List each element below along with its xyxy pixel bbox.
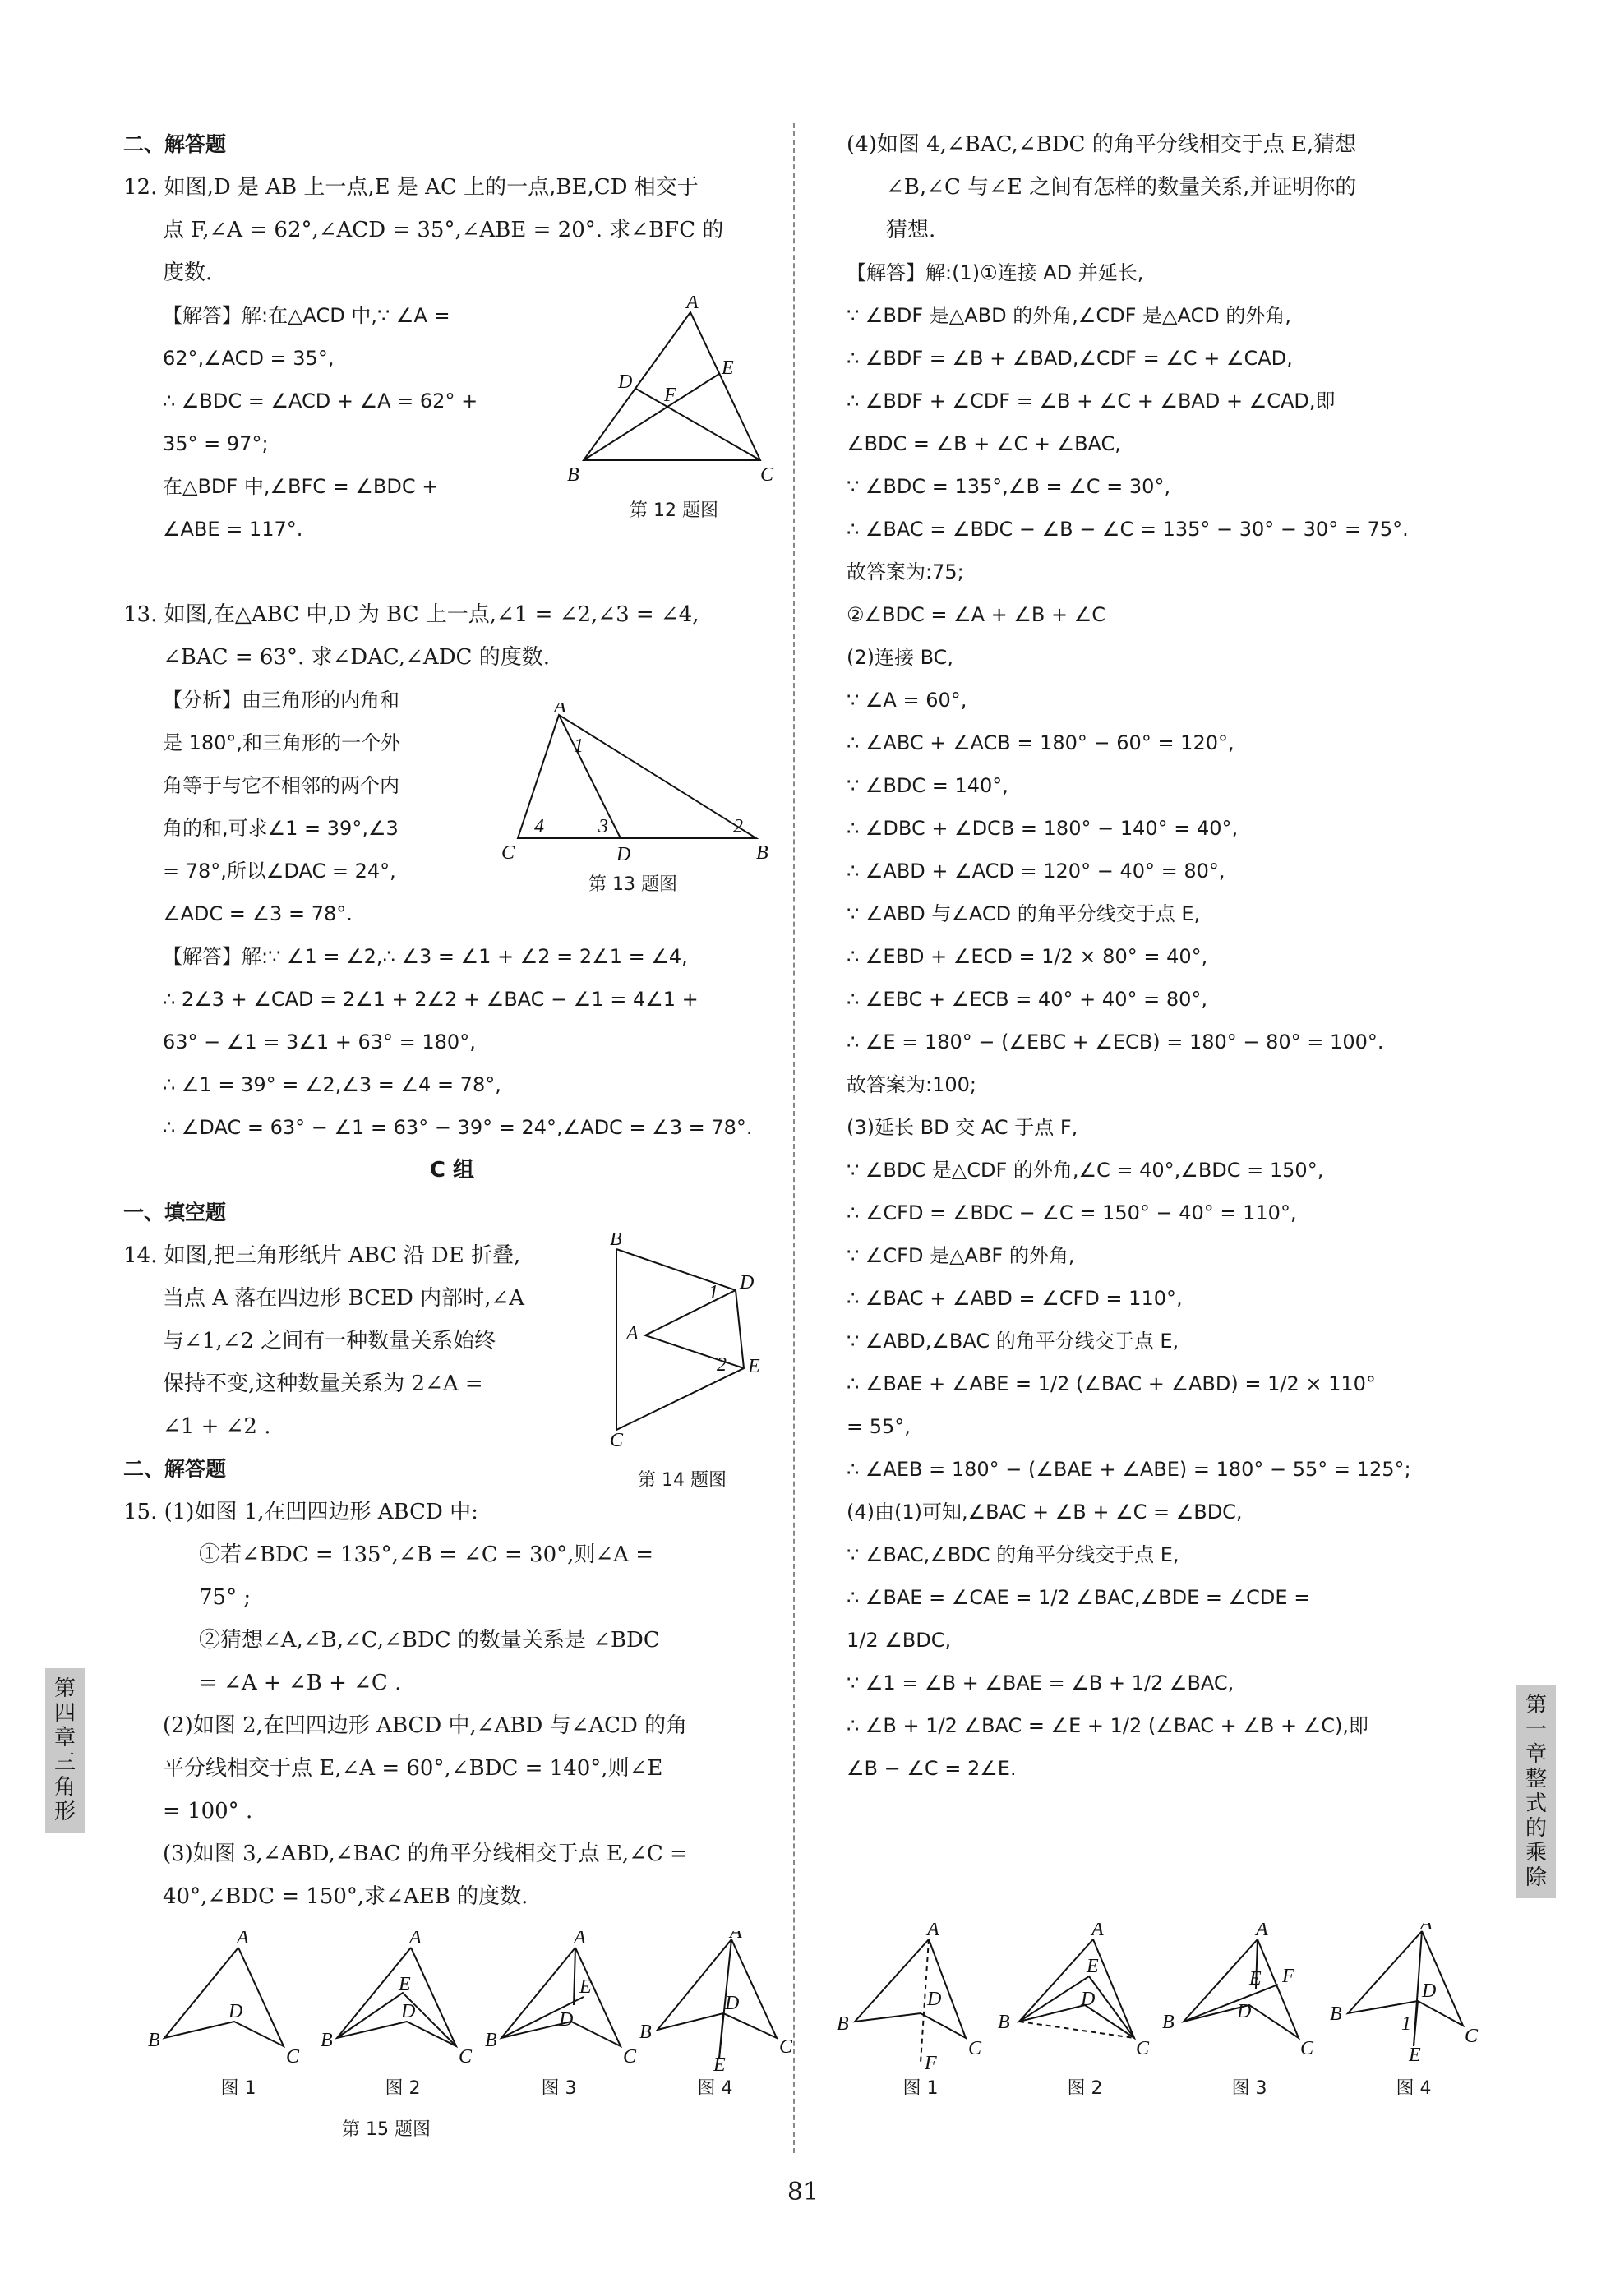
svg-text:B: B bbox=[610, 1233, 622, 1250]
right-text-line: ∴ ∠ABC + ∠ACB = 180° − 60° = 120°, bbox=[847, 731, 1234, 754]
svg-text:C: C bbox=[968, 2038, 982, 2059]
answer-figure-caption-3: 图 3 bbox=[1231, 2078, 1267, 2099]
svg-text:E: E bbox=[748, 1356, 760, 1377]
svg-text:B: B bbox=[998, 2012, 1010, 2033]
right-text-line: 猜想. bbox=[886, 218, 936, 242]
figure-15-caption-1: 图 1 bbox=[220, 2078, 256, 2099]
left-text-line: ∠ABE = 117°. bbox=[163, 518, 303, 541]
right-text-line: ∴ ∠BAC + ∠ABD = ∠CFD = 110°, bbox=[847, 1287, 1183, 1310]
svg-text:B: B bbox=[1162, 2012, 1175, 2033]
svg-text:D: D bbox=[559, 2009, 574, 2031]
left-text-line: 【解答】解:∵ ∠1 = ∠2,∴ ∠3 = ∠1 + ∠2 = 2∠1 = ∠4, bbox=[163, 945, 688, 968]
svg-text:C: C bbox=[779, 2036, 793, 2058]
right-text-line: ∵ ∠BDC = 135°,∠B = ∠C = 30°, bbox=[847, 475, 1171, 498]
svg-text:C: C bbox=[610, 1430, 624, 1446]
svg-text:C: C bbox=[1136, 2038, 1150, 2059]
left-text-line: ①若∠BDC = 135°,∠B = ∠C = 30°,则∠A = bbox=[199, 1542, 653, 1567]
svg-text:A: A bbox=[1256, 1923, 1268, 1940]
svg-text:C: C bbox=[501, 842, 515, 864]
right-text-line: 故答案为:100; bbox=[847, 1073, 976, 1096]
right-text-line: ∴ ∠B + 1/2 ∠BAC = ∠E + 1/2 (∠BAC + ∠B + ∠C),即 bbox=[847, 1714, 1368, 1737]
right-text-line: ∵ ∠CFD 是△ABF 的外角, bbox=[847, 1244, 1075, 1267]
left-text-line: ∠1 + ∠2 . bbox=[163, 1414, 271, 1439]
svg-text:B: B bbox=[485, 2030, 497, 2051]
svg-text:B: B bbox=[756, 842, 768, 864]
right-column bbox=[847, 123, 1455, 1790]
page-number: 81 bbox=[787, 2178, 819, 2206]
right-text-line: = 55°, bbox=[847, 1415, 911, 1438]
svg-text:F: F bbox=[925, 2053, 937, 2071]
svg-text:E: E bbox=[713, 2054, 726, 2071]
left-text-line: 75° ; bbox=[199, 1585, 252, 1610]
svg-text:C: C bbox=[286, 2046, 300, 2068]
figure-13-caption: 第 13 题图 bbox=[588, 874, 677, 895]
left-text-line: 二、解答题 bbox=[123, 1457, 227, 1481]
figure-15 bbox=[140, 1931, 797, 2140]
right-text-line: (4)如图 4,∠BAC,∠BDC 的角平分线相交于点 E,猜想 bbox=[847, 132, 1357, 157]
figure-answer-15 bbox=[830, 1923, 1488, 2128]
right-text-line: 故答案为:75; bbox=[847, 560, 964, 583]
right-text-line: ∴ ∠CFD = ∠BDC − ∠C = 150° − 40° = 110°, bbox=[847, 1201, 1297, 1224]
right-text-line: ∴ ∠EBC + ∠ECB = 40° + 40° = 80°, bbox=[847, 988, 1207, 1011]
svg-text:1: 1 bbox=[708, 1282, 718, 1303]
left-text-line: 角等于与它不相邻的两个内 bbox=[163, 774, 399, 797]
left-text-line: 平分线相交于点 E,∠A = 60°,∠BDC = 140°,则∠E bbox=[163, 1756, 663, 1781]
right-text-line: ∴ ∠BAC = ∠BDC − ∠B − ∠C = 135° − 30° − 30° = 75°. bbox=[847, 518, 1409, 541]
svg-text:D: D bbox=[616, 844, 631, 865]
right-text-line: ∴ ∠DBC + ∠DCB = 180° − 140° = 40°, bbox=[847, 817, 1239, 840]
svg-text:A: A bbox=[237, 1931, 249, 1948]
svg-text:A: A bbox=[730, 1931, 742, 1943]
right-text-line: ∵ ∠ABD,∠BAC 的角平分线交于点 E, bbox=[847, 1330, 1179, 1353]
left-text-line: 40°,∠BDC = 150°,求∠AEB 的度数. bbox=[163, 1884, 528, 1909]
right-text-line: ∴ ∠BDF + ∠CDF = ∠B + ∠C + ∠BAD + ∠CAD,即 bbox=[847, 390, 1336, 413]
right-text-line: ∴ ∠BAE + ∠ABE = 1/2 (∠BAC + ∠ABD) = 1/2 × 110° bbox=[847, 1372, 1376, 1395]
right-text-line: (4)由(1)可知,∠BAC + ∠B + ∠C = ∠BDC, bbox=[847, 1501, 1243, 1524]
left-text-line: 是 180°,和三角形的一个外 bbox=[163, 731, 401, 754]
right-text-line: ∴ ∠BAE = ∠CAE = 1/2 ∠BAC,∠BDE = ∠CDE = bbox=[847, 1586, 1311, 1609]
svg-text:A: A bbox=[626, 1323, 639, 1344]
svg-text:A: A bbox=[1420, 1923, 1433, 1934]
svg-text:B: B bbox=[567, 464, 579, 486]
svg-text:D: D bbox=[618, 371, 633, 393]
side-tab-left: 第四章 三角形 bbox=[45, 1668, 85, 1833]
right-text-line: ∵ ∠BDC 是△CDF 的外角,∠C = 40°,∠BDC = 150°, bbox=[847, 1159, 1324, 1182]
answer-figure-caption-4: 图 4 bbox=[1396, 2078, 1432, 2099]
svg-text:C: C bbox=[1300, 2038, 1314, 2059]
svg-text:1: 1 bbox=[1401, 2013, 1411, 2035]
right-text-line: ∵ ∠BAC,∠BDC 的角平分线交于点 E, bbox=[847, 1543, 1179, 1566]
svg-text:E: E bbox=[1249, 1968, 1262, 1989]
svg-text:4: 4 bbox=[534, 816, 544, 837]
left-text-line: 一、填空题 bbox=[123, 1201, 227, 1224]
svg-text:E: E bbox=[399, 1974, 411, 1995]
right-text-line: 【解答】解:(1)①连接 AD 并延长, bbox=[847, 261, 1144, 284]
right-text-line: ∵ ∠A = 60°, bbox=[847, 689, 967, 712]
left-text-line: 度数. bbox=[163, 260, 213, 285]
svg-text:3: 3 bbox=[598, 816, 608, 837]
left-text-line: 63° − ∠1 = 3∠1 + 63° = 180°, bbox=[163, 1030, 476, 1053]
left-text-line: 二、解答题 bbox=[123, 132, 227, 156]
svg-text:B: B bbox=[1330, 2003, 1342, 2025]
svg-text:A: A bbox=[554, 703, 566, 717]
left-text-line: C 组 bbox=[429, 1158, 475, 1183]
right-text-line: ∴ ∠E = 180° − (∠EBC + ∠ECB) = 180° − 80° = 100°. bbox=[847, 1030, 1384, 1053]
left-text-line: 点 F,∠A = 62°,∠ACD = 35°,∠ABE = 20°. 求∠BFC 的 bbox=[163, 218, 724, 242]
left-text-line: = 100° . bbox=[163, 1799, 253, 1823]
right-text-line: ∴ ∠AEB = 180° − (∠BAE + ∠ABE) = 180° − 55° = 125°; bbox=[847, 1458, 1411, 1481]
svg-text:B: B bbox=[321, 2030, 333, 2051]
figure-15-title: 第 15 题图 bbox=[342, 2119, 431, 2140]
svg-text:F: F bbox=[1282, 1966, 1294, 1987]
left-text-line: ②猜想∠A,∠B,∠C,∠BDC 的数量关系是 ∠BDC bbox=[199, 1628, 660, 1653]
right-text-line: ②∠BDC = ∠A + ∠B + ∠C bbox=[847, 603, 1106, 626]
right-text-line: ∠B − ∠C = 2∠E. bbox=[847, 1757, 1017, 1780]
left-text-line: ∴ 2∠3 + ∠CAD = 2∠1 + 2∠2 + ∠BAC − ∠1 = 4∠1 + bbox=[163, 988, 699, 1011]
svg-text:E: E bbox=[1409, 2045, 1421, 2066]
figure-12 bbox=[567, 296, 781, 526]
right-text-line: (2)连接 BC, bbox=[847, 646, 954, 669]
left-text-line: 保持不变,这种数量关系为 2∠A = bbox=[163, 1372, 483, 1396]
left-text-line: (3)如图 3,∠ABD,∠BAC 的角平分线相交于点 E,∠C = bbox=[163, 1842, 688, 1866]
left-text-line: 【解答】解:在△ACD 中,∵ ∠A = bbox=[163, 304, 450, 327]
right-text-line: ∵ ∠ABD 与∠ACD 的角平分线交于点 E, bbox=[847, 902, 1201, 925]
column-divider bbox=[793, 123, 795, 2153]
svg-text:D: D bbox=[1081, 1989, 1096, 2010]
svg-text:D: D bbox=[401, 2001, 416, 2022]
left-text-line: ∴ ∠BDC = ∠ACD + ∠A = 62° + bbox=[163, 390, 478, 413]
figure-14-caption: 第 14 题图 bbox=[638, 1470, 727, 1491]
right-text-line: ∠B,∠C 与∠E 之间有怎样的数量关系,并证明你的 bbox=[886, 175, 1357, 200]
left-text-line: ∴ ∠DAC = 63° − ∠1 = 63° − 39° = 24°,∠ADC = ∠3 = 78°. bbox=[163, 1116, 753, 1139]
right-text-line: ∵ ∠1 = ∠B + ∠BAE = ∠B + 1/2 ∠BAC, bbox=[847, 1671, 1234, 1694]
left-text-line: ∴ ∠1 = 39° = ∠2,∠3 = ∠4 = 78°, bbox=[163, 1073, 501, 1096]
left-text-line: 角的和,可求∠1 = 39°,∠3 bbox=[163, 817, 399, 840]
svg-text:D: D bbox=[1422, 1980, 1437, 2002]
svg-text:D: D bbox=[927, 1989, 942, 2010]
svg-text:E: E bbox=[722, 357, 734, 379]
figure-15-caption-3: 图 3 bbox=[541, 2078, 577, 2099]
answer-figure-caption-1: 图 1 bbox=[902, 2078, 939, 2099]
left-text-line: 14. 如图,把三角形纸片 ABC 沿 DE 折叠, bbox=[123, 1243, 521, 1268]
left-text-line: = ∠A + ∠B + ∠C . bbox=[199, 1671, 402, 1695]
svg-text:D: D bbox=[1237, 2001, 1252, 2022]
left-text-line: 35° = 97°; bbox=[163, 432, 269, 455]
svg-text:A: A bbox=[927, 1923, 939, 1940]
svg-text:D: D bbox=[228, 2001, 243, 2022]
svg-text:C: C bbox=[760, 464, 774, 486]
svg-text:2: 2 bbox=[733, 816, 743, 837]
figure-12-caption: 第 12 题图 bbox=[630, 500, 718, 521]
svg-text:E: E bbox=[1087, 1956, 1099, 1977]
svg-text:D: D bbox=[725, 1993, 740, 2014]
left-text-line: 在△BDF 中,∠BFC = ∠BDC + bbox=[163, 475, 439, 498]
right-text-line: ∵ ∠BDF 是△ABD 的外角,∠CDF 是△ACD 的外角, bbox=[847, 304, 1292, 327]
left-text-line: 12. 如图,D 是 AB 上一点,E 是 AC 上的一点,BE,CD 相交于 bbox=[123, 175, 699, 200]
right-text-line: ∴ ∠EBD + ∠ECD = 1/2 × 80° = 40°, bbox=[847, 945, 1208, 968]
svg-text:C: C bbox=[1465, 2026, 1479, 2047]
right-text-line: (3)延长 BD 交 AC 于点 F, bbox=[847, 1116, 1078, 1139]
left-text-line: ∠ADC = ∠3 = 78°. bbox=[163, 902, 353, 925]
right-text-line: 1/2 ∠BDC, bbox=[847, 1629, 952, 1652]
left-text-line: 与∠1,∠2 之间有一种数量关系始终 bbox=[163, 1329, 496, 1353]
svg-text:A: A bbox=[686, 296, 699, 313]
figure-13 bbox=[493, 703, 773, 916]
svg-text:E: E bbox=[579, 1976, 592, 1998]
left-text-line bbox=[123, 551, 781, 593]
svg-text:B: B bbox=[148, 2030, 160, 2051]
svg-text:F: F bbox=[664, 385, 676, 406]
svg-text:1: 1 bbox=[574, 735, 584, 757]
left-text-line: 15. (1)如图 1,在凹四边形 ABCD 中: bbox=[123, 1500, 478, 1524]
svg-text:A: A bbox=[1091, 1923, 1104, 1940]
svg-text:C: C bbox=[623, 2046, 637, 2068]
svg-text:A: A bbox=[409, 1931, 422, 1948]
right-text-line: ∠BDC = ∠B + ∠C + ∠BAC, bbox=[847, 432, 1121, 455]
svg-text:D: D bbox=[740, 1272, 755, 1293]
left-text-line: (2)如图 2,在凹四边形 ABCD 中,∠ABD 与∠ACD 的角 bbox=[163, 1713, 688, 1738]
svg-text:A: A bbox=[574, 1931, 586, 1948]
left-text-line: 【分析】由三角形的内角和 bbox=[163, 689, 399, 712]
svg-text:C: C bbox=[459, 2046, 473, 2068]
figure-14 bbox=[592, 1233, 773, 1496]
svg-text:2: 2 bbox=[717, 1354, 727, 1376]
figure-15-caption-4: 图 4 bbox=[697, 2078, 733, 2099]
side-tab-right: 第一章 整式的乘除 bbox=[1516, 1685, 1556, 1898]
left-text-line: 当点 A 落在四边形 BCED 内部时,∠A bbox=[163, 1286, 524, 1311]
svg-text:B: B bbox=[837, 2013, 849, 2035]
left-text-line: 62°,∠ACD = 35°, bbox=[163, 347, 335, 370]
figure-15-caption-2: 图 2 bbox=[385, 2078, 421, 2099]
left-text-line: 13. 如图,在△ABC 中,D 为 BC 上一点,∠1 = ∠2,∠3 = ∠4, bbox=[123, 602, 699, 627]
right-text-line: ∵ ∠BDC = 140°, bbox=[847, 774, 1008, 797]
left-text-line: = 78°,所以∠DAC = 24°, bbox=[163, 860, 396, 883]
left-text-line: ∠BAC = 63°. 求∠DAC,∠ADC 的度数. bbox=[163, 645, 550, 670]
right-text-line: ∴ ∠ABD + ∠ACD = 120° − 40° = 80°, bbox=[847, 860, 1225, 883]
svg-text:B: B bbox=[639, 2022, 652, 2043]
answer-figure-caption-2: 图 2 bbox=[1067, 2078, 1103, 2099]
right-text-line: ∴ ∠BDF = ∠B + ∠BAD,∠CDF = ∠C + ∠CAD, bbox=[847, 347, 1293, 370]
